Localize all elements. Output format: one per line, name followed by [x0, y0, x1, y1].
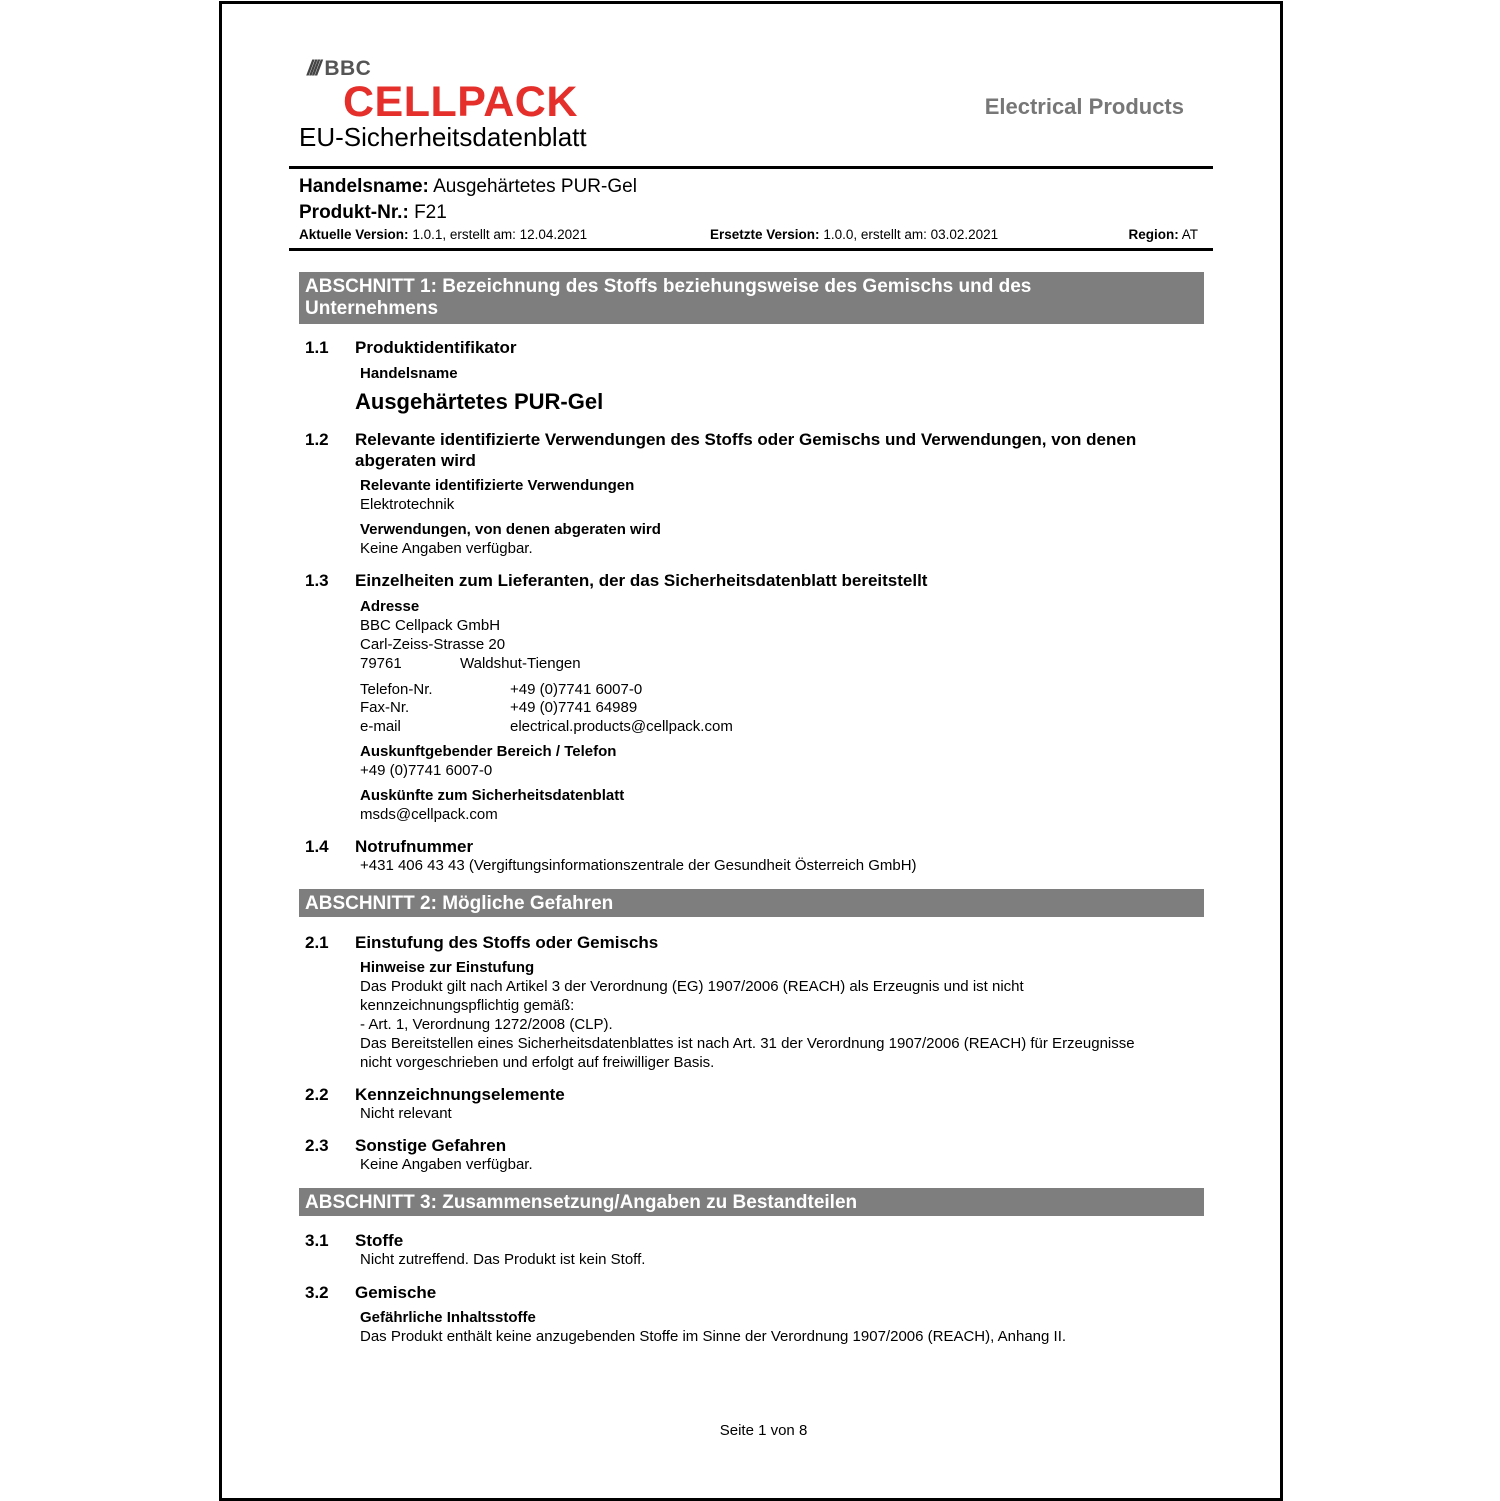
section-number: 2.1 [305, 933, 329, 952]
current-version-value: 1.0.1, erstellt am: 12.04.2021 [412, 227, 588, 242]
field-label: Verwendungen, von denen abgeraten wird [360, 521, 661, 538]
current-version-label: Aktuelle Version: [299, 227, 409, 242]
subsection-title: Stoffe [355, 1231, 404, 1250]
section-number: 2.2 [305, 1085, 329, 1104]
subsection-title: Kennzeichnungselemente [355, 1085, 565, 1104]
region-label: Region: [1128, 227, 1179, 242]
section-number: 1.4 [305, 837, 329, 856]
phone-value: +49 (0)7741 6007-0 [510, 681, 643, 698]
email-label: e-mail [360, 718, 401, 735]
field-label: Handelsname [360, 365, 458, 382]
paragraph-line: nicht vorgeschrieben und erfolgt auf freiwilliger Basis. [360, 1054, 715, 1071]
email-value: electrical.products@cellpack.com [510, 718, 733, 735]
field-label: Hinweise zur Einstufung [360, 959, 535, 976]
product-number-label: Produkt-Nr.: [299, 202, 409, 223]
section-number: 3.1 [305, 1231, 329, 1250]
section-number: 3.2 [305, 1283, 329, 1302]
subsection-title-line1: Relevante identifizierte Verwendungen des Stoffs oder Gemischs und Verwendungen, von denen [355, 430, 1137, 449]
logo-bbc-text: BBC [324, 57, 372, 80]
subsection-title: Gemische [355, 1283, 437, 1302]
region [1128, 227, 1198, 242]
paragraph-line: Das Produkt gilt nach Artikel 3 der Verordnung (EG) 1907/2006 (REACH) als Erzeugnis und ist nicht [360, 978, 1024, 995]
field-value: +49 (0)7741 6007-0 [360, 762, 493, 779]
section-1-title-line1: ABSCHNITT 1: Bezeichnung des Stoffs beziehungsweise des Gemischs und des [305, 276, 1032, 297]
address-zip: 79761 [360, 655, 402, 672]
subsection-title: Notrufnummer [355, 837, 474, 856]
subsection-title: Produktidentifikator [355, 338, 517, 357]
product-name-large: Ausgehärtetes PUR-Gel [355, 389, 604, 414]
logo-stripes: //// [307, 57, 319, 80]
fax-label: Fax-Nr. [360, 699, 410, 716]
field-value: Keine Angaben verfügbar. [360, 540, 533, 557]
paragraph-line: kennzeichnungspflichtig gemäß: [360, 997, 575, 1014]
tradename-line [299, 176, 637, 198]
header-rule-bottom [289, 248, 1213, 251]
phone-label: Telefon-Nr. [360, 681, 433, 698]
fax-value: +49 (0)7741 64989 [510, 699, 638, 716]
section-2-header: ABSCHNITT 2: Mögliche Gefahren [299, 889, 1204, 917]
field-label: Auskünfte zum Sicherheitsdatenblatt [360, 787, 625, 804]
field-label: Relevante identifizierte Verwendungen [360, 477, 635, 494]
tradename-label: Handelsname: [299, 176, 429, 197]
subsection-title: Einstufung des Stoffs oder Gemischs [355, 933, 659, 952]
field-value: Nicht zutreffend. Das Produkt ist kein Stoff. [360, 1251, 646, 1268]
section-1-title-line2: Unternehmens [305, 298, 439, 319]
paragraph-line: Das Bereitstellen eines Sicherheitsdatenblattes ist nach Art. 31 der Verordnung 1907/2006 (REACH) für Erzeugnisse [360, 1035, 1135, 1052]
document-page [219, 1, 1283, 1501]
subsection-title-line2: abgeraten wird [355, 451, 476, 470]
field-label: Auskunftgebender Bereich / Telefon [360, 743, 617, 760]
section-number: 1.3 [305, 571, 329, 590]
document-title: EU-Sicherheitsdatenblatt [299, 122, 587, 152]
subsection-title: Sonstige Gefahren [355, 1136, 507, 1155]
replaced-version-value: 1.0.0, erstellt am: 03.02.2021 [823, 227, 999, 242]
header-rule-top [289, 166, 1213, 169]
current-version [299, 227, 587, 242]
field-value: msds@cellpack.com [360, 806, 498, 823]
section-number: 2.3 [305, 1136, 329, 1155]
subsection-title [355, 429, 1200, 471]
address-street: Carl-Zeiss-Strasse 20 [360, 636, 506, 653]
field-label: Gefährliche Inhaltsstoffe [360, 1309, 536, 1326]
address-company: BBC Cellpack GmbH [360, 617, 501, 634]
region-value: AT [1181, 227, 1198, 242]
tradename-value: Ausgehärtetes PUR-Gel [433, 176, 637, 197]
address-label: Adresse [360, 598, 420, 615]
section-3-header: ABSCHNITT 3: Zusammensetzung/Angaben zu Bestandteilen [299, 1188, 1204, 1216]
section-number: 1.2 [305, 430, 329, 449]
field-value: Nicht relevant [360, 1105, 452, 1122]
section-number: 1.1 [305, 338, 329, 357]
page-number: Seite 1 von 8 [719, 1422, 808, 1439]
field-value: Keine Angaben verfügbar. [360, 1156, 533, 1173]
field-value: Elektrotechnik [360, 496, 455, 513]
product-number-value: F21 [414, 202, 447, 223]
company-logo-main: CELLPACK [343, 78, 578, 126]
replaced-version-label: Ersetzte Version: [710, 227, 820, 242]
section-1-header [299, 272, 1204, 324]
field-value: Das Produkt enthält keine anzugebenden Stoffe im Sinne der Verordnung 1907/2006 (REACH), Anhang II. [360, 1328, 1067, 1345]
division-label: Electrical Products [984, 94, 1184, 119]
address-city: Waldshut-Tiengen [460, 655, 581, 672]
emergency-number: +431 406 43 43 (Vergiftungsinformationszentrale der Gesundheit Österreich GmbH) [360, 857, 917, 874]
replaced-version [710, 227, 998, 242]
paragraph-line: - Art. 1, Verordnung 1272/2008 (CLP). [360, 1016, 613, 1033]
product-number-line [299, 202, 447, 224]
subsection-title: Einzelheiten zum Lieferanten, der das Sicherheitsdatenblatt bereitstellt [355, 571, 928, 590]
